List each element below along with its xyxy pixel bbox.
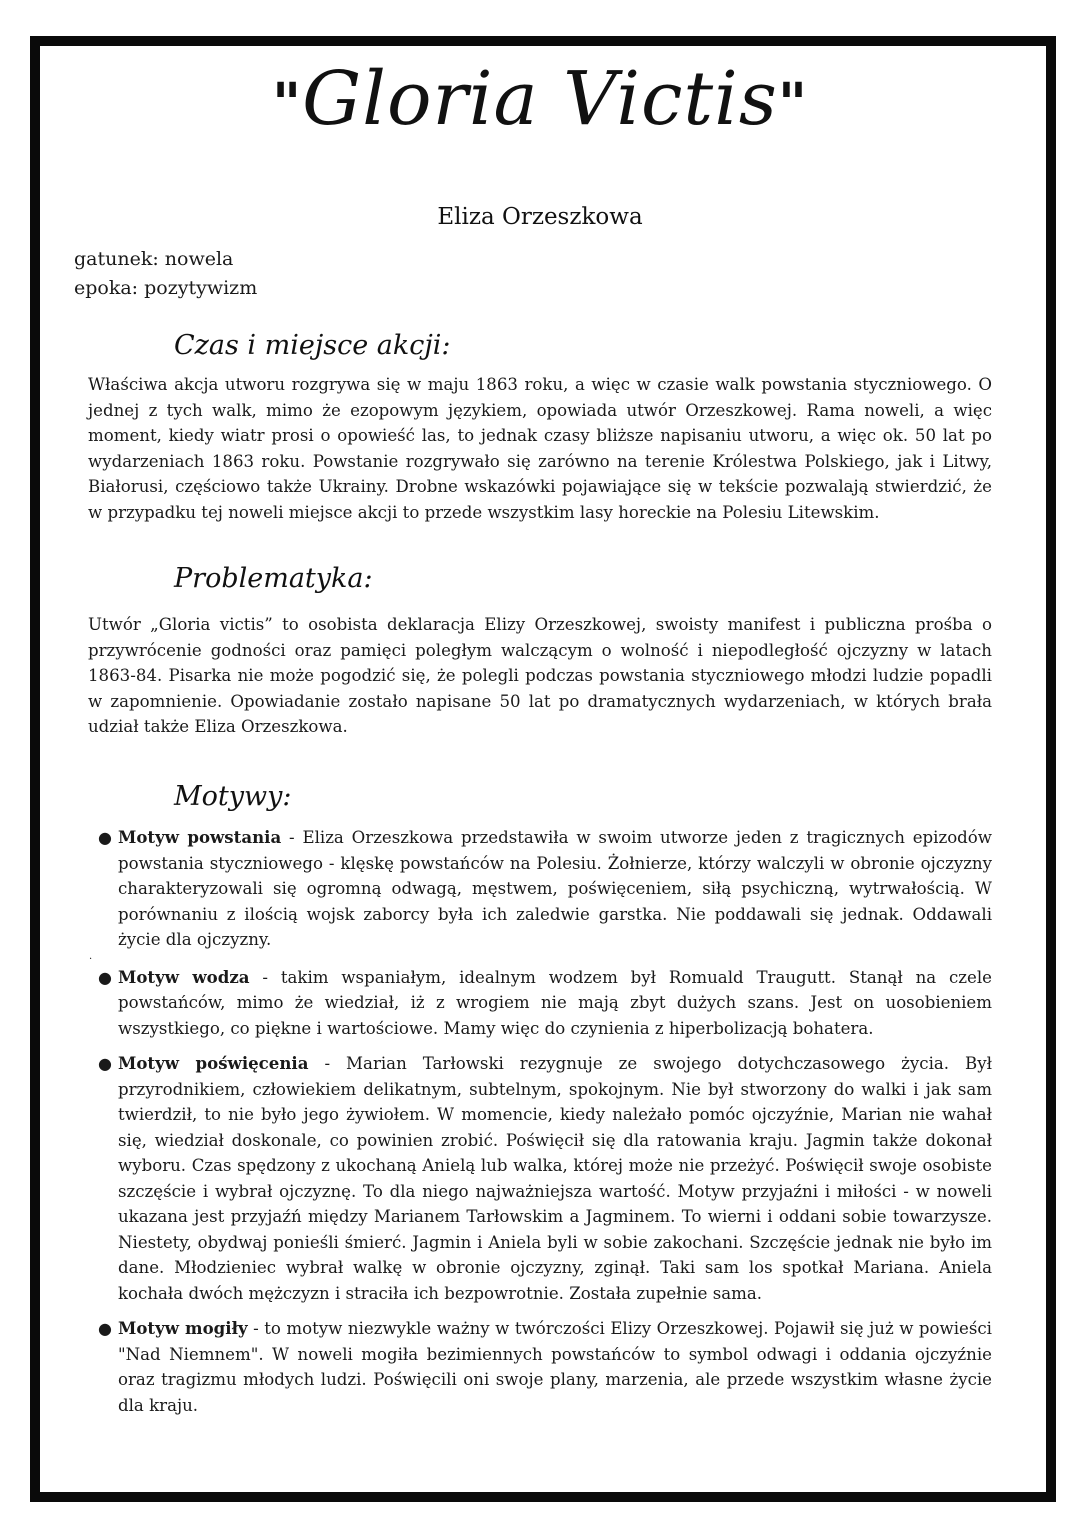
bullet-icon: ●: [98, 1319, 112, 1338]
motive-name: Motyw mogiły: [118, 1318, 248, 1338]
document-title: [271, 56, 809, 142]
motive-text: - Marian Tarłowski rezygnuje ze swojego dotychczasowego życia. Był przyrodnikiem, człowiekiem delikatnym, subtelnym, spokojnym. Nie był stworzony do walki i jak sam twierdził, to nie było jego żywiołem. W momencie, kiedy należało pomóc ojczyźnie, Marian nie wahał się, wiedział doskonale, co powinien zrobić. Poświęcił się dla ratowania kraju. Jagmin także dokonał wyboru. Czas spędzony z ukochaną Anielą lub walka, której może nie przeżyć. Poświęcił swoje osobiste szczęście i wybrał ojczyznę. To dla niego najważniejsza wartość. Motyw przyjaźni i miłości - w noweli ukazana jest przyjaźń między Marianem Tarłowskim a Jagminem. To wierni i oddani sobie towarzysze. Niestety, obydwaj ponieśli śmierć. Jagmin i Aniela byli w sobie zakochani. Szczęście jednak nie było im dane. Młodzieniec wybrał walkę w obronie ojczyzny, zginął. Taki sam los spotkał Mariana. Aniela kochała dwóch mężczyzn i straciła ich bezpowrotnie. Została zupełnie sama.: [118, 1054, 992, 1303]
list-item: [88, 965, 992, 1042]
heading-motives: Motywy:: [174, 781, 292, 812]
title-block: [0, 56, 1080, 142]
heading-time-place: Czas i miejsce akcji:: [174, 330, 451, 361]
motive-text: - Eliza Orzeszkowa przedstawiła w swoim utworze jeden z tragicznych epizodów powstania styczniowego - klęskę powstańców na Polesiu. Żołnierze, którzy walczyli w obronie ojczyzny charakteryzowali się ogromną odwagą, męstwem, poświęceniem, siłą psychiczną, wytrwałością. W porównaniu z ilością wojsk zaborcy była ich zaledwie garstka. Nie poddawali się jednak. Oddawali życie dla ojczyzny.: [118, 828, 993, 949]
motive-name: Motyw powstania: [118, 827, 282, 847]
meta-info: [74, 245, 257, 303]
time-place-paragraph: Właściwa akcja utworu rozgrywa się w maju 1863 roku, a więc w czasie walk powstania styczniowego. O jednej z tych walk, mimo że ezopowym językiem, opowiada utwór Orzeszkowej. Rama noweli, a więc moment, kiedy wiatr prosi o opowieść las, to jednak czasy bliższe napisaniu utworu, a więc ok. 50 lat po wydarzeniach 1863 roku. Powstanie rozgrywało się zarówno na terenie Królestwa Polskiego, jak i Litwy, Białorusi, częściowo także Ukrainy. Drobne wskazówki pojawiające się w tekście pozwalają stwierdzić, że w przypadku tej noweli miejsce akcji to przede wszystkim lasy horeckie na Polesiu Litewskim.: [88, 375, 992, 522]
title-open-quote: ": [271, 71, 303, 137]
motive-text: - takim wspaniałym, idealnym wodzem był Romuald Traugutt. Stanął na czele powstańców, mimo że wiedział, iż z wrogiem nie mają zbyt dużych szans. Jest on uosobieniem wszystkiego, co piękne i wartościowe. Mamy więc do czynienia z hiperbolizacją bohatera.: [118, 967, 992, 1038]
title-text: Gloria Victis: [302, 56, 778, 142]
motive-name: Motyw wodza: [118, 966, 250, 987]
bullet-icon: ●: [98, 1054, 112, 1073]
motive-text: - to motyw niezwykle ważny w twórczości Elizy Orzeszkowej. Pojawił się już w powieści "Nad Niemnem". W noweli mogiła bezimiennych powstańców to symbol odwagi i oddania ojczyźnie oraz tragizmu młodych ludzi. Poświęcili oni swoje plany, marzenia, ale przede wszystkim własne życie dla kraju.: [118, 1319, 992, 1415]
bullet-icon: ●: [98, 828, 112, 847]
author-name: Eliza Orzeszkowa: [437, 204, 643, 230]
list-item: [88, 1051, 992, 1306]
problems-paragraph: Utwór „Gloria victis” to osobista deklaracja Elizy Orzeszkowej, swoisty manifest i publiczna prośba o przywrócenie godności oraz pamięci poległym walczącym o wolność i niepodległość ojczyzny w latach 1863-84. Pisarka nie może pogodzić się, że polegli podczas powstania styczniowego młodzi ludzie popadli w zapomnienie. Opowiadanie zostało napisane 50 lat po dramatycznych wydarzeniach, w których brała udział także Eliza Orzeszkowa.: [88, 615, 992, 736]
title-close-quote: ": [777, 71, 809, 137]
bullet-icon: ●: [98, 967, 112, 987]
heading-problems: Problematyka:: [174, 563, 373, 594]
motive-name: Motyw poświęcenia: [118, 1053, 309, 1073]
stray-mark: .: [89, 951, 93, 962]
list-item: [88, 825, 992, 953]
motives-list: [88, 825, 992, 1428]
list-item: [88, 1316, 992, 1418]
genre-line: gatunek: nowela: [74, 248, 234, 270]
epoch-line: epoka: pozytywizm: [74, 277, 258, 299]
